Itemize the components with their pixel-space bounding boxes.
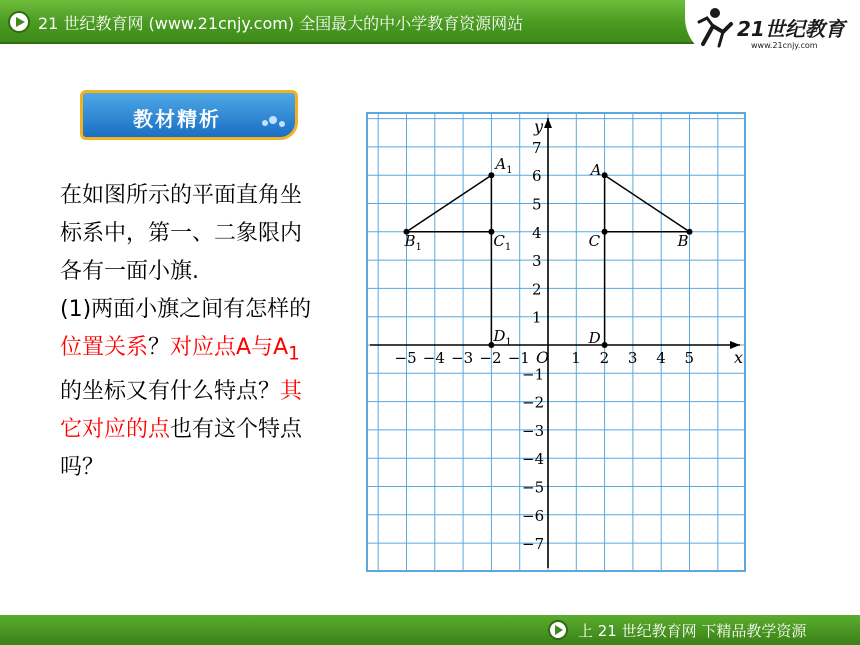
x-tick-label: −1 bbox=[507, 349, 530, 367]
logo-text: 21世纪教育 bbox=[737, 17, 845, 41]
point-label-letter: A bbox=[590, 161, 602, 180]
point-label-letter: D bbox=[493, 327, 506, 345]
footer-play-icon[interactable] bbox=[548, 620, 568, 640]
point-label-letter: C bbox=[493, 231, 505, 250]
origin-label: O bbox=[536, 348, 550, 367]
point-label-subscript: 1 bbox=[415, 241, 422, 253]
point-marker bbox=[488, 172, 494, 178]
point-label-subscript: 1 bbox=[504, 241, 512, 253]
header-title: 21 世纪教育网 (www.21cnjy.com) 全国最大的中小学教育资源网站 bbox=[38, 14, 524, 33]
y-tick-label: −3 bbox=[522, 421, 545, 440]
x-tick-label: 1 bbox=[571, 349, 581, 367]
x-axis-label: x bbox=[734, 348, 744, 367]
point-marker bbox=[602, 342, 608, 348]
point-label bbox=[677, 232, 689, 250]
question-mid: 的坐标又有什么特点？ bbox=[60, 379, 281, 405]
point-marker bbox=[602, 172, 608, 178]
coordinate-plane bbox=[366, 112, 746, 572]
y-tick-label: −4 bbox=[522, 450, 545, 469]
question-intro: 在如图所示的平面直角坐标系中，第一、二象限内各有一面小旗. bbox=[60, 183, 303, 284]
point-marker bbox=[602, 229, 608, 235]
y-tick-label: 3 bbox=[532, 252, 542, 271]
play-icon[interactable] bbox=[8, 11, 30, 33]
point-label-letter: D bbox=[588, 329, 601, 347]
point-label-letter: B bbox=[677, 231, 689, 250]
point-label-letter: C bbox=[588, 231, 601, 250]
x-tick-label: −5 bbox=[394, 349, 417, 367]
question-red-position: 位置关系 bbox=[60, 335, 149, 360]
logo-url: www.21cnjy.com bbox=[751, 41, 818, 50]
y-axis-label: y bbox=[534, 117, 544, 136]
point-label-letter: B bbox=[404, 231, 416, 250]
question-prefix: (1)两面小旗之间有怎样的 bbox=[60, 297, 312, 322]
x-tick-label: −2 bbox=[479, 349, 502, 367]
y-tick-label: 5 bbox=[532, 195, 542, 214]
runner-logo-icon bbox=[693, 4, 853, 54]
footer-bar bbox=[0, 615, 860, 645]
question-red-other: 其它对应的点 bbox=[60, 379, 303, 443]
x-tick-label: −4 bbox=[422, 349, 445, 367]
question-end: 也有这个特点吗？ bbox=[60, 417, 303, 481]
point-label-letter: A bbox=[495, 155, 507, 174]
y-tick-label: 2 bbox=[532, 280, 542, 299]
point-label bbox=[589, 232, 601, 250]
footer-text: 上 21 世纪教育网 下精品教学资源 bbox=[578, 622, 807, 640]
bubble-decoration-icon bbox=[261, 115, 287, 129]
site-logo[interactable] bbox=[685, 0, 860, 58]
y-tick-label: −1 bbox=[522, 365, 545, 384]
badge-label: 教材精析 bbox=[133, 107, 221, 131]
y-tick-label: 1 bbox=[532, 308, 542, 327]
y-tick-label: −6 bbox=[522, 506, 545, 525]
point-label-subscript: 1 bbox=[506, 165, 513, 177]
x-tick-label: 5 bbox=[684, 349, 695, 367]
x-tick-label: 4 bbox=[656, 349, 666, 367]
point-label bbox=[589, 161, 602, 179]
question-text bbox=[60, 177, 320, 487]
question-red-correspond: 对应点A与A bbox=[170, 335, 289, 360]
point-label-subscript: 1 bbox=[505, 337, 512, 348]
x-tick-label: 3 bbox=[627, 349, 638, 367]
y-tick-label: 7 bbox=[532, 138, 542, 157]
question-mark-1: ？ bbox=[148, 335, 171, 360]
y-tick-label: 6 bbox=[532, 167, 542, 186]
section-badge bbox=[80, 90, 298, 140]
point-label bbox=[588, 329, 601, 347]
question-red-subscript: 1 bbox=[288, 343, 300, 365]
y-tick-label: −2 bbox=[522, 393, 545, 412]
x-tick-label: −3 bbox=[451, 349, 474, 367]
grid-border bbox=[367, 113, 745, 571]
y-tick-label: −5 bbox=[522, 478, 545, 497]
x-tick-label: 2 bbox=[599, 349, 610, 367]
y-tick-label: −7 bbox=[522, 535, 545, 554]
y-tick-label: 4 bbox=[532, 223, 542, 242]
